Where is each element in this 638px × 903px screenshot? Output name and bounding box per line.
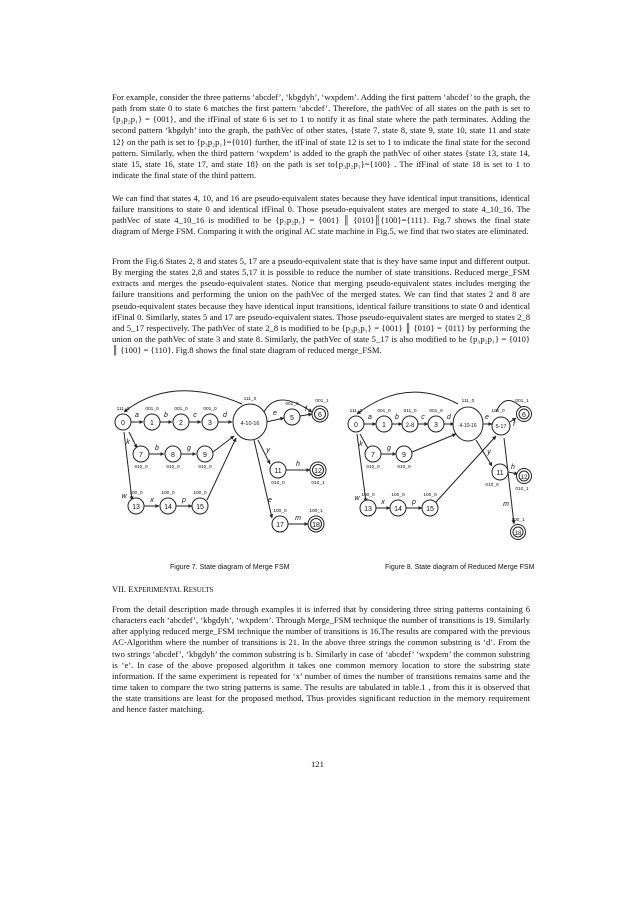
fig7-edge-label: e bbox=[273, 410, 277, 417]
fig7-path-vector: 111_0 bbox=[243, 397, 257, 402]
fig7-edge-label: c bbox=[193, 412, 197, 419]
fig7-node: 9 bbox=[203, 452, 207, 459]
fig8-path-vector: 010_0 bbox=[485, 483, 499, 488]
fig7-node: 2 bbox=[179, 420, 183, 427]
fig8-edge-label: k bbox=[359, 441, 363, 448]
fig7-path-vector: 111_0 bbox=[116, 407, 130, 412]
fig7-node: 4-10-16 bbox=[240, 421, 260, 427]
figure-8-caption: Figure 8. State diagram of Reduced Merge FSM bbox=[385, 564, 535, 571]
fig7-node: 15 bbox=[196, 504, 204, 511]
fig7-path-vector: 001_0 bbox=[203, 407, 217, 412]
paragraph-pseudo-equivalent: We can find that states 4, 10, and 16 are pseudo-equivalent states because they have identical input transitions, identical failure transitions to state 0 and identical ifFinal 0. Those pseudo-equivalent states are merged to state 4_10_16. The pathVec of state 4_10_16 is modified to be {p₃p₂p₁} = {001} ║ {010}║{100}={111}. Fig.7 shows the final state diagram of Merge FSM. Comparing it with the original AC state machine in Fig.5, we find that two states are eliminated. bbox=[112, 193, 530, 237]
fig8-edge-label: h bbox=[511, 464, 515, 471]
fig8-node: 11 bbox=[496, 470, 504, 477]
fig8-path-vector: 001_0 bbox=[429, 409, 443, 414]
paragraph-reduced-merge: From the Fig.6 States 2, 8 and states 5, 17 are a pseudo-equivalent state that is they have same input and different output. By merging the states 2,8 and states 5,17 it is possible to reduce the number of state transitions. Reduced merge_FSM extracts and merges the pseudo-equivalent states. Notice that merging pseudo-equivalent states includes merging the failure transitions and performing the union on the pathVec of the merged states. We can find that states 2 and 8 are pseudo-equivalent states because they have identical input transitions, identical failure transitions to state 0 and identical ifFinal 0. Similarly, states 5 and 17 are pseudo-equivalent states. Those pseudo-equivalent states are merged to states 2_8 and 5_17 respectively. The pathVec of state 2_8 is modified to be {p₃p₂p₁} = {001} ║ {010} = {011} by performing the union on the pathVec of state 3 and state 8. Similarly, the pathVec of state 5_17 is also modified to be {p₃p₂p₁} = {010} ║ {100} = {110}. Fig.8 shows the final state diagram of reduced merge_FSM. bbox=[112, 256, 530, 356]
fig8-node: 4-10-16 bbox=[459, 423, 477, 429]
fig8-path-vector: 010_1 bbox=[515, 487, 529, 492]
fig8-path-vector: 100_0 bbox=[423, 493, 437, 498]
fig8-node: 9 bbox=[402, 452, 406, 459]
section-heading-experimental-results bbox=[112, 584, 213, 594]
fig7-edge-label: e bbox=[268, 497, 272, 504]
section-title-part: XPERIMENTAL bbox=[133, 587, 184, 594]
fig8-path-vector: 010_0 bbox=[397, 465, 411, 470]
fig7-path-vector: 100_1 bbox=[309, 509, 323, 514]
fig8-path-vector: 100_1 bbox=[511, 518, 525, 523]
fig7-edge-label: x bbox=[150, 497, 154, 504]
fig8-edge-label: p bbox=[412, 499, 416, 506]
fig8-edge-label: b bbox=[395, 414, 399, 421]
fig8-node: 5-17 bbox=[495, 424, 507, 430]
figure-7-merge-fsm-diagram bbox=[112, 382, 344, 555]
fig8-path-vector: 111_0 bbox=[349, 409, 363, 414]
fig8-node: 13 bbox=[364, 506, 372, 513]
fig7-node: 0 bbox=[121, 420, 125, 427]
fig7-path-vector: 010_0 bbox=[271, 481, 285, 486]
fig7-node: 11 bbox=[274, 468, 282, 475]
fig8-path-vector: 111_0 bbox=[461, 399, 475, 404]
fig8-path-vector: 100_0 bbox=[391, 493, 405, 498]
fig8-edge-label: x bbox=[381, 499, 385, 506]
fig8-path-vector: 001_1 bbox=[515, 399, 529, 404]
fig8-path-vector: 001_0 bbox=[377, 409, 391, 414]
fig8-path-vector: 101_0 bbox=[491, 409, 505, 414]
fig7-path-vector: 001_0 bbox=[285, 402, 299, 407]
fig7-node: 12 bbox=[314, 468, 322, 475]
fig8-edge-label: a bbox=[368, 414, 372, 421]
page-number: 121 bbox=[311, 759, 324, 769]
fig7-path-vector: 100_0 bbox=[193, 491, 207, 496]
fig7-edge-label: b bbox=[164, 412, 168, 419]
figure-8-reduced-merge-fsm-diagram bbox=[346, 382, 532, 555]
fig7-node: 13 bbox=[132, 504, 140, 511]
fig7-node: 7 bbox=[139, 452, 143, 459]
fig7-path-vector: 010_0 bbox=[198, 465, 212, 470]
fig7-path-vector: 010_0 bbox=[134, 465, 148, 470]
fig7-edge-label: f bbox=[305, 406, 307, 413]
fig8-node: 2-8 bbox=[405, 423, 415, 429]
fig8-edge-label: e bbox=[485, 414, 489, 421]
fig7-edge-label: w bbox=[121, 493, 127, 500]
fig7-path-vector: 010_1 bbox=[311, 481, 325, 486]
fig7-path-vector: 100_0 bbox=[273, 509, 287, 514]
fig7-edge-label: p bbox=[182, 497, 186, 504]
paragraph-experimental-results: From the detail description made through examples it is inferred that by considering three string patterns containing 6 characters each ‘abcdef’, ‘kbgdyh’, ‘wxpdem’. Through Merge_FSM technique the number of transitions is 19. Similarly after applying reduced merge_FSM technique the number of transitions is 16.The results are compared with the previous AC-Algorithm where the number of transitions is 21. In the above three strings the common substring is ‘d’. From the two strings ‘abcdef’, ‘kbgdyh’ the common substring is b. Similarly in case of ‘abcdef’ ‘wxpdem’ the common substring is ‘e’. In case of the above proposed algorithm it takes one common memory location to store the substring state information. If the same experiment is repeated for ‘x’ number of times the number of transitions remains same and the time taken to compare the two string patterns is same. The results are tabulated in table.1 , from this it is observed that the state transitions are least for the proposed method, Thus provides significant reduction in the memory requirement and hence faster matching. bbox=[112, 604, 530, 715]
fig7-edge-label: m bbox=[295, 515, 301, 522]
fig7-edge-label: y bbox=[266, 447, 270, 454]
fig8-path-vector: 010_0 bbox=[366, 465, 380, 470]
fig8-node: 12 bbox=[520, 475, 528, 481]
fig8-edge-label: w bbox=[354, 495, 360, 502]
fig8-node: 0 bbox=[354, 422, 358, 429]
fig8-edge-label: g bbox=[387, 445, 391, 452]
fig8-node: 1 bbox=[382, 422, 386, 429]
fig7-path-vector: 001_0 bbox=[145, 407, 159, 412]
fig7-path-vector: 010_0 bbox=[166, 465, 180, 470]
section-title-initial: R bbox=[183, 584, 189, 594]
fig7-edge-label: a bbox=[135, 412, 139, 419]
fig7-edge-label: h bbox=[296, 461, 300, 468]
figure-7-caption: Figure 7. State diagram of Merge FSM bbox=[170, 564, 290, 571]
section-number: VII. bbox=[112, 584, 129, 594]
fig8-node: 15 bbox=[426, 506, 434, 513]
fig8-node: 7 bbox=[371, 452, 375, 459]
fig8-node: 3 bbox=[434, 422, 438, 429]
fig8-edge-label: d bbox=[447, 414, 451, 421]
fig7-edge-label: b bbox=[155, 445, 159, 452]
fig8-node: 6 bbox=[522, 412, 526, 419]
fig7-path-vector: 001_0 bbox=[174, 407, 188, 412]
fig8-path-vector: 100_0 bbox=[361, 493, 375, 498]
fig8-edge-label: y bbox=[487, 449, 491, 456]
fig7-node: 5 bbox=[290, 415, 294, 422]
fig8-edge-label: c bbox=[421, 414, 425, 421]
fig8-node: 14 bbox=[394, 506, 402, 513]
fig7-path-vector: 001_1 bbox=[315, 399, 329, 404]
fig7-node: 18 bbox=[312, 522, 320, 529]
fig7-edge-label: d bbox=[223, 412, 227, 419]
fig7-path-vector: 100_0 bbox=[129, 491, 143, 496]
fig7-node: 8 bbox=[171, 452, 175, 459]
fig7-node: 17 bbox=[276, 522, 284, 529]
fig8-edge-label: f bbox=[513, 421, 515, 428]
fig7-node: 1 bbox=[150, 420, 154, 427]
fig7-node: 6 bbox=[318, 412, 322, 419]
fig7-node: 14 bbox=[164, 504, 172, 511]
section-title-initial: E bbox=[128, 584, 134, 594]
section-title-part: ESULTS bbox=[188, 587, 214, 594]
fig7-edge-label: g bbox=[187, 445, 191, 452]
fig7-path-vector: 100_0 bbox=[161, 491, 175, 496]
paragraph-patterns-example: For example, consider the three patterns ‘abcdef’, ‘kbgdyh’, ‘wxpdem’. Adding the first pattern ‘abcdef’ to the graph, the path from state 0 to state 6 matches the first pattern ‘abcdef’. Therefore, the pathVec of all states on the path is set to {p₃p₂p₁} = {001}, and the ifFinal of state 6 is set to 1 to notify it as final state where the path terminates. Adding the second pattern ‘kbgdyh’ into the graph, the pathVec of other states, {state 7, state 8, state 9, state 10, state 11 and state 12} on the path is set to {p₃p₂p₁}={010} further, the ifFinal of state 12 is set to 1 to indicate the final state for the second pattern. Similarly, when the third pattern ‘wxpdem’ is added to the graph the pathVec of other states {state 13, state 14, state 15, state 16, state 17, and state 18} on the path is set to{p₃p₂p₁}={100} . The ifFinal of state 18 is set to 1 to indicate the final state of the third pattern. bbox=[112, 92, 530, 181]
fig7-edge-label: k bbox=[126, 439, 130, 446]
fig7-node: 3 bbox=[208, 420, 212, 427]
fig8-edge-label: m bbox=[503, 501, 509, 508]
fig8-path-vector: 011_0 bbox=[403, 409, 417, 414]
fig8-node: 18 bbox=[514, 531, 522, 537]
